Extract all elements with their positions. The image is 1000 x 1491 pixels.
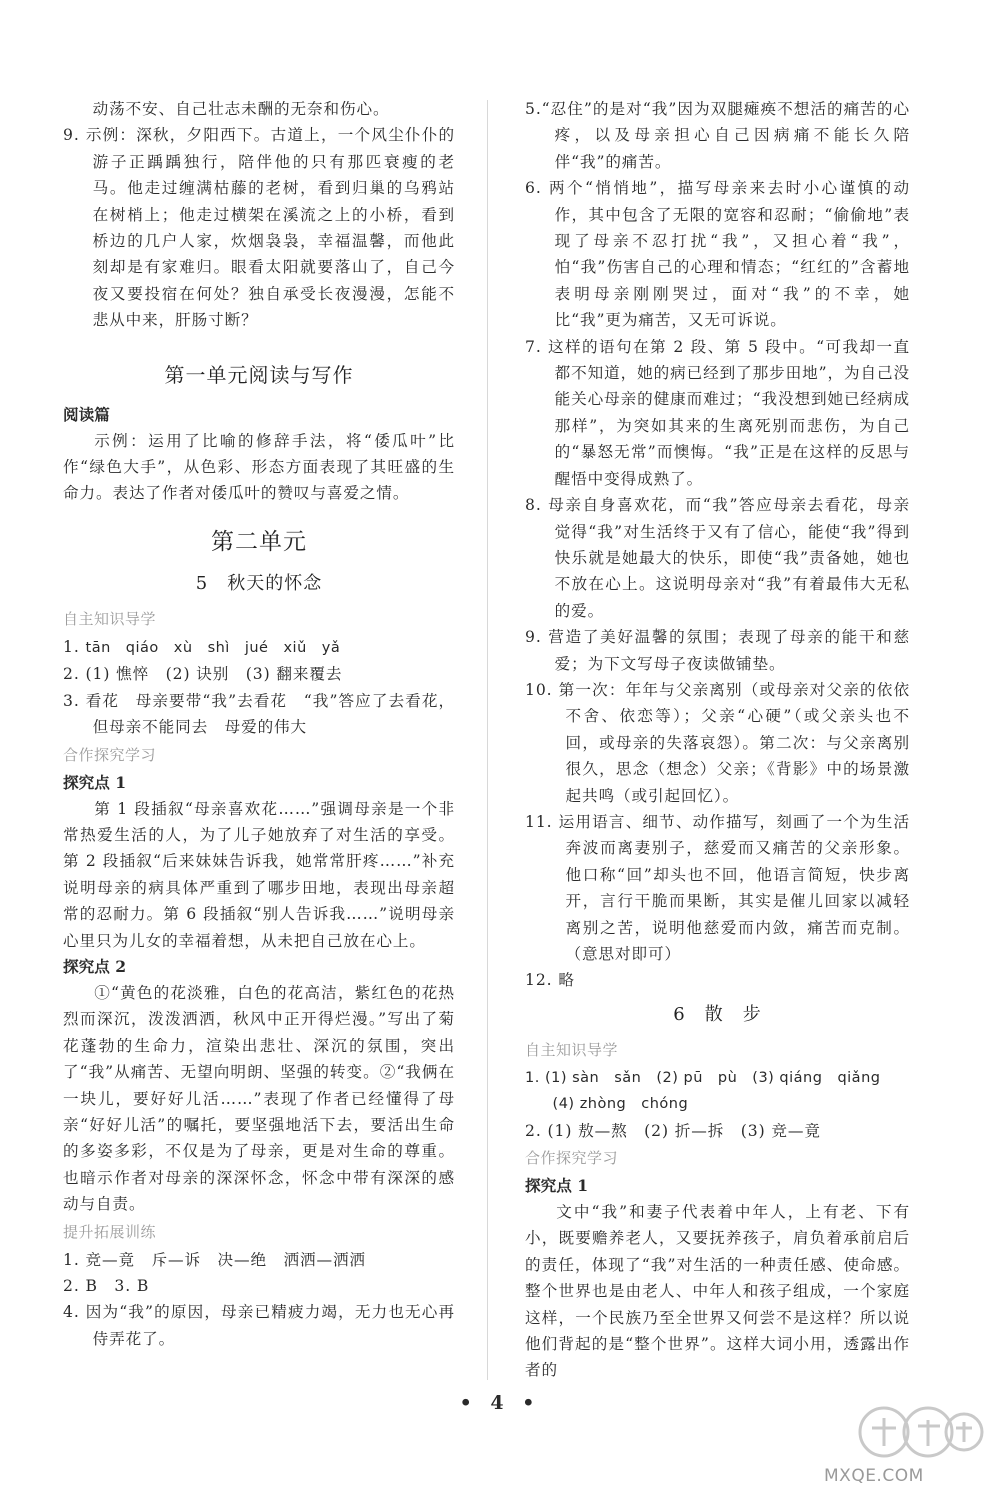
lesson6-q1-pinyin-cont: (4) zhòng chóng bbox=[552, 1096, 689, 1113]
explore-point-1-label: 探究点 1 bbox=[63, 772, 127, 792]
lesson6-q2: 2. (1) 敖—熬 (2) 折—拆 (3) 竞—竟 bbox=[525, 1121, 821, 1140]
reading-answer: 示例：运用了比喻的修辞手法，将“倭瓜叶”比作“绿色大手”，从色彩、形态方面表现了其旺盛的生命力。表达了作者对倭瓜叶的赞叹与喜爱之情。 bbox=[63, 431, 455, 503]
explore-point-1-answer: 第 1 段插叙“母亲喜欢花……”强调母亲是一个非常热爱生活的人，为了儿子她放弃了对生活的享受。第 2 段插叙“后来妹妹告诉我，她常常肝疼……”补充说明母亲的病具体严重到了哪步田地，表现出母亲超常的忍耐力。第 6 段插叙“别人告诉我……”说明母亲心里只为儿女的幸福着想，从未把自己放在心上。 bbox=[63, 799, 455, 950]
unit1-reading-writing-heading: 第一单元阅读与写作 bbox=[164, 362, 354, 387]
q1-pinyin-text: tān qiáo xù shì jué xiǔ yǎ bbox=[85, 639, 341, 656]
explore-point-2-label: 探究点 2 bbox=[63, 956, 127, 976]
lesson6-explore-point-1-label: 探究点 1 bbox=[525, 1176, 589, 1196]
watermark-url: MXQE.COM bbox=[824, 1466, 924, 1486]
explore-point-2-answer: ①“黄色的花淡雅，白色的花高洁，紫红色的花热烈而深沉，泼泼洒洒，秋风中正开得烂漫。”写出了菊花蓬勃的生命力，渲染出悲壮、深沉的氛围，突出了“我”从痛苦、无望向明朗、坚强的转变。②“我俩在一块儿，要好好儿活……”表现了作者已经懂得了母亲“好好儿活”的嘱托，要坚强地活下去，要活出生命的多姿多彩，不仅是为了母亲，更是对生命的尊重。也暗示作者对母亲的深深怀念，怀念中带有深深的感动与自责。 bbox=[63, 983, 455, 1214]
unit2-heading: 第二单元 bbox=[211, 528, 307, 555]
page-number: • 4 • bbox=[459, 1392, 541, 1414]
section-cooperative-inquiry-2: 合作探究学习 bbox=[525, 1149, 619, 1168]
answer-8-continuation: 动荡不安、自己壮志未酬的无奈和伤心。 bbox=[92, 100, 390, 118]
lesson5-title: 5 秋天的怀念 bbox=[195, 572, 323, 594]
lesson6-q1-pinyin: 1. (1) sàn sǎn (2) pū pù (3) qiáng qiǎng bbox=[525, 1069, 881, 1086]
section-extension-training: 提升拓展训练 bbox=[63, 1222, 157, 1241]
reading-section-label: 阅读篇 bbox=[63, 404, 110, 424]
training-8: 8. 母亲自身喜欢花，而“我”答应母亲去看花，母亲觉得“我”对生活终于又有了信心，能使“我”得到快乐就是她最大的快乐，即使“我”责备她，她也不放在心上。这说明母亲对“我”有着最伟大无私的爱。 bbox=[525, 496, 910, 620]
training-4: 4. 因为“我”的原因，母亲已精疲力竭，无力也无心再侍弄花了。 bbox=[63, 1303, 455, 1348]
right-column bbox=[525, 96, 910, 1384]
training-9: 9. 营造了美好温馨的氛围；表现了母亲的能干和慈爱；为下文写母子夜读做铺垫。 bbox=[525, 628, 910, 673]
lesson6-explore-point-1-answer: 文中“我”和妻子代表着中年人，上有老、下有小，既要赡养老人，又要抚养孩子，肩负着承前启后的责任，体现了“我”对生活的一种责任感、使命感。整个世界也是由老人、中年人和孩子组成，一个家庭这样，一个民族乃至全世界又何尝不是这样？所以说他们背起的是“整个世界”。这样大词小用，透露出作者的 bbox=[525, 1203, 910, 1380]
training-10: 10. 第一次：年年与父亲离别（或母亲对父亲的依依不舍、依恋等）；父亲“心硬”（或父亲头也不回，或母亲的失落哀怨）。第二次：与父亲离别很久，思念（想念）父亲；《背影》中的场景激起共鸣（或引起回忆）。 bbox=[525, 680, 910, 805]
column-divider bbox=[487, 100, 488, 1380]
training-1: 1. 竞—竟 斥—诉 决—绝 洒洒—洒洒 bbox=[63, 1250, 366, 1269]
q1-number: 1. bbox=[63, 637, 80, 656]
lesson6-title: 6 散 步 bbox=[673, 1003, 762, 1025]
q3: 3. 看花 母亲要带“我”去看花 “我”答应了去看花，但母亲不能同去 母爱的伟大 bbox=[63, 691, 455, 737]
section-cooperative-inquiry: 合作探究学习 bbox=[63, 745, 157, 764]
training-11: 11. 运用语言、细节、动作描写，刻画了一个为生活奔波而离妻别子，慈爱而又痛苦的父亲形象。他口称“回”却头也不回，他语言简短，快步离开，言行干脆而果断，其实是催儿回家以减轻离别之苦，说明他慈爱而内敛，痛苦而克制。（意思对即可） bbox=[525, 812, 910, 963]
training-2-3: 2. B 3. B bbox=[63, 1277, 150, 1295]
q1-pinyin bbox=[63, 634, 455, 661]
section-self-study-2: 自主知识导学 bbox=[525, 1040, 619, 1059]
training-6: 6. 两个“悄悄地”，描写母亲来去时小心谨慎的动作，其中包含了无限的宽容和忍耐；“偷偷地”表现了母亲不忍打扰“我”，又担心着“我”，怕“我”伤害自己的心理和情态；“红红的”含蓄地表明母亲刚刚哭过，面对“我”的不幸，她比“我”更为痛苦，又无可诉说。 bbox=[525, 179, 910, 330]
answer-9: 9. 示例：深秋，夕阳西下。古道上，一个风尘仆仆的游子正踽踽独行，陪伴他的只有那匹衰瘦的老马。他走过缠满枯藤的老树，看到归巢的乌鸦站在树梢上；他走过横架在溪流之上的小桥，看到桥边的几户人家，炊烟袅袅，幸福温馨，而他此刻却是有家难归。眼看太阳就要落山了，自己今夜又要投宿在何处？独自承受长夜漫漫，怎能不悲从中来，肝肠寸断？ bbox=[63, 126, 455, 330]
section-self-study: 自主知识导学 bbox=[63, 609, 157, 628]
left-column bbox=[63, 96, 455, 1352]
training-12: 12. 略 bbox=[525, 971, 575, 990]
training-7: 7. 这样的语句在第 2 段、第 5 段中。“可我却一直都不知道，她的病已经到了那步田地”，为自己没能关心母亲的健康而难过；“我没想到她已经病成那样”，为突如其来的生离死别而悲伤，为自己的“暴怒无常”而懊悔。“我”正是在这样的反思与醒悟中变得成熟了。 bbox=[525, 337, 910, 488]
training-5: 5.“忍住”的是对“我”因为双腿瘫痪不想活的痛苦的心疼，以及母亲担心自己因病痛不能长久陪伴“我”的痛苦。 bbox=[525, 100, 910, 171]
q2: 2. (1) 憔悴 (2) 诀别 (3) 翻来覆去 bbox=[63, 665, 343, 684]
